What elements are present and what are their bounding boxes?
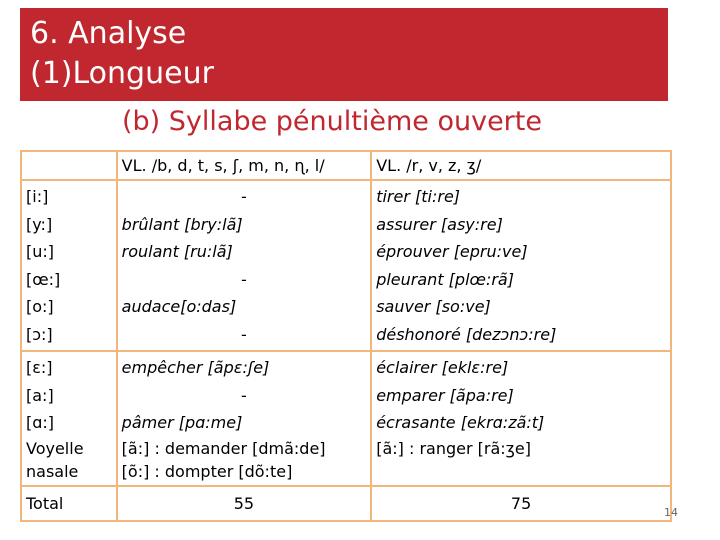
- total-col2: 55: [233, 493, 255, 513]
- nasal-vowel-label: nasale: [26, 461, 79, 481]
- nasal-vowel-label: Voyelle: [26, 438, 84, 458]
- group2-col2: [117, 351, 372, 486]
- total-row: [21, 486, 671, 521]
- example-cell: [ã:] : ranger [rã:ʒe]: [376, 438, 531, 458]
- example-cell: assurer [asy:re]: [376, 214, 503, 234]
- title-banner: [20, 8, 668, 101]
- example-cell: pleurant [plœ:rã]: [376, 269, 514, 289]
- header-cell-empty: [21, 151, 117, 180]
- total-col2-cell: [117, 486, 372, 521]
- page-number: 14: [664, 506, 678, 519]
- example-cell: -: [241, 187, 247, 206]
- vowel-label: [ɛ:]: [26, 358, 53, 377]
- example-cell: brûlant [bry:lã]: [121, 214, 243, 234]
- subtitle: (b) Syllabe pénultième ouverte: [122, 106, 542, 137]
- group1-row: [21, 180, 671, 351]
- title-line-2: (1)Longueur: [30, 56, 214, 91]
- total-col3-cell: [371, 486, 671, 521]
- header-row: [21, 151, 671, 180]
- group1-col2: [117, 180, 372, 351]
- example-cell: écrasante [ekrɑ:zã:t]: [376, 413, 545, 432]
- example-cell: audace[o:das]: [121, 297, 237, 316]
- vowel-length-table: [20, 150, 672, 522]
- header-cell-col3: VL. /r, v, z, ʒ/: [371, 151, 671, 180]
- total-col3: 75: [510, 493, 532, 513]
- group2-col3: [371, 351, 671, 486]
- vowel-label: [a:]: [26, 385, 54, 405]
- vowel-label: [ɑ:]: [26, 413, 55, 432]
- example-cell: déshonoré [dezɔnɔ:re]: [376, 324, 557, 344]
- title-line-1: 6. Analyse: [30, 16, 187, 51]
- example-cell: roulant [ru:lã]: [121, 242, 233, 261]
- vowel-label: [y:]: [26, 214, 53, 234]
- total-label-cell: [21, 486, 117, 521]
- group2-row: [21, 351, 671, 486]
- total-label: Total: [26, 493, 64, 513]
- example-cell: tirer [ti:re]: [376, 187, 461, 206]
- vowel-label: [u:]: [26, 242, 55, 261]
- group2-vowels: [21, 351, 117, 486]
- example-cell: [õ:] : dompter [dõ:te]: [121, 461, 293, 481]
- example-cell: -: [241, 269, 247, 289]
- example-cell: éclairer [eklɛ:re]: [376, 358, 509, 377]
- vowel-label: [i:]: [26, 187, 49, 206]
- example-cell: -: [241, 385, 247, 405]
- vowel-label: [ɔ:]: [26, 324, 53, 344]
- vowel-label: [o:]: [26, 297, 54, 316]
- group1-col3: [371, 180, 671, 351]
- vowel-label: [œ:]: [26, 269, 61, 289]
- example-cell: empêcher [ãpɛ:ʃe]: [121, 358, 270, 377]
- example-cell: éprouver [epru:ve]: [376, 242, 528, 261]
- example-cell: [ã:] : demander [dmã:de]: [121, 438, 326, 458]
- header-cell-col2: VL. /b, d, t, s, ʃ, m, n, ɳ, l/: [117, 151, 372, 180]
- example-cell: emparer [ãpa:re]: [376, 385, 514, 405]
- example-cell: pâmer [pɑ:me]: [121, 413, 243, 432]
- example-cell: -: [241, 324, 247, 344]
- group1-vowels: [21, 180, 117, 351]
- example-cell: sauver [so:ve]: [376, 297, 491, 316]
